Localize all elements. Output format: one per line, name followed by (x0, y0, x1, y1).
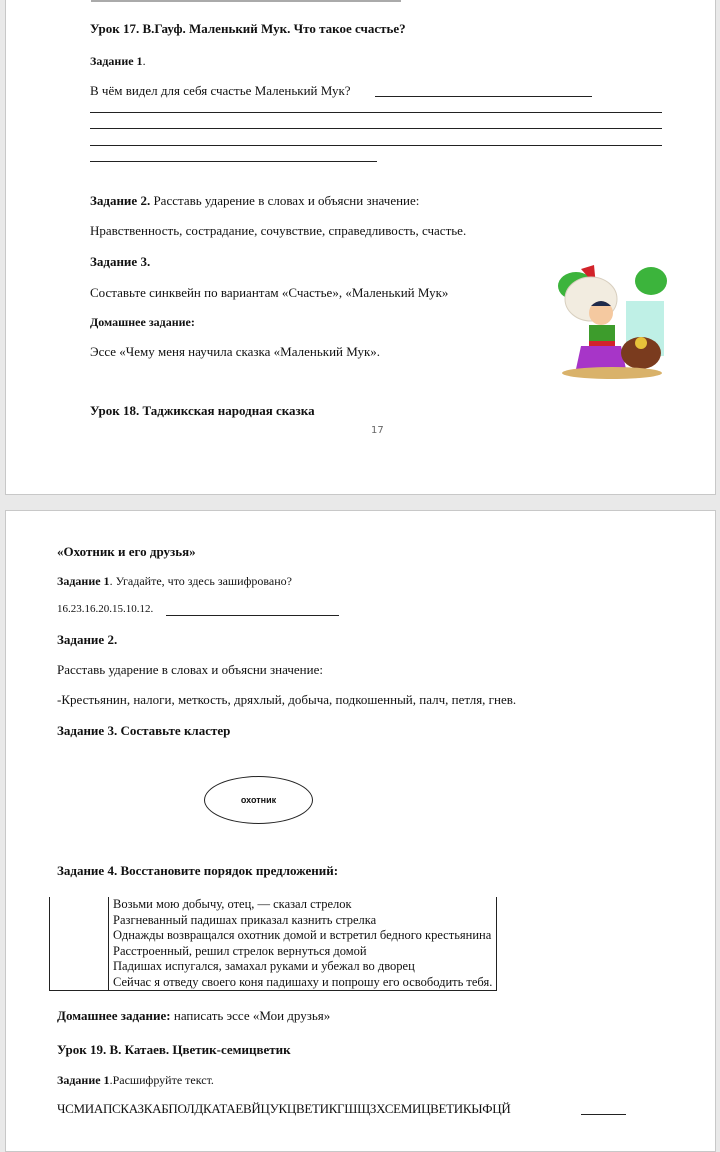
document-page-18 (5, 510, 716, 1152)
task-text: .Расшифруйте текст. (109, 1073, 214, 1087)
table-row (50, 944, 497, 960)
task-2 (90, 193, 419, 209)
order-cell[interactable] (50, 897, 109, 913)
task-label: Задание 1 (57, 574, 110, 588)
order-cell[interactable] (50, 975, 109, 991)
task-text: . Угадайте, что здесь зашифровано? (109, 574, 292, 588)
table-row (50, 913, 497, 929)
task-dot: . (142, 54, 146, 68)
homework-label: Домашнее задание: (57, 1008, 171, 1023)
table-row (50, 975, 497, 991)
lesson-19-title: Урок 19. В. Катаев. Цветик-семицветик (57, 1042, 291, 1057)
task-label: Задание 1 (57, 1073, 110, 1087)
task-2-heading: Задание 2. (57, 632, 118, 647)
table-row (50, 959, 497, 975)
answer-line (90, 145, 662, 146)
homework-text: Эссе «Чему меня научила сказка «Маленький Мук». (90, 344, 381, 359)
task-1 (57, 574, 292, 589)
cluster-center-label: охотник (240, 795, 277, 805)
sentence-cell: Падишах испугался, замахал руками и убежал во дворец (109, 959, 497, 975)
homework-heading: Домашнее задание: (90, 315, 195, 329)
task-1-question: В чём видел для себя счастье Маленький Мук? (90, 83, 351, 98)
sentence-cell: Расстроенный, решил стрелок вернуться домой (109, 944, 497, 960)
homework (57, 1008, 330, 1024)
page-number: 17 (371, 425, 384, 436)
previous-content-line (91, 0, 401, 2)
task-3-heading: Задание 3. Составьте кластер (57, 723, 231, 738)
answer-line (90, 128, 662, 129)
task-text: Восстановите порядок предложений: (117, 863, 339, 878)
task-label: Задание 1 (90, 54, 143, 68)
sentence-cell: Сейчас я отведу своего коня падишаху и попрошу его освободить тебя. (109, 975, 497, 991)
sentence-cell: Возьми мою добычу, отец, — сказал стрелок (109, 897, 497, 913)
lesson-17-title: Урок 17. В.Гауф. Маленький Мук. Что такое счастье? (90, 21, 406, 36)
task-2-words: -Крестьянин, налоги, меткость, дряхлый, добыча, подкошенный, палч, петля, гнев. (57, 692, 517, 707)
answer-line (90, 112, 662, 113)
order-cell[interactable] (50, 959, 109, 975)
sentence-order-table (49, 897, 497, 991)
task-label: Задание 4. (57, 863, 118, 878)
story-title: «Охотник и его друзья» (57, 544, 196, 559)
cluster-center-oval (204, 776, 313, 824)
answer-line (581, 1114, 626, 1115)
document-page-17 (5, 0, 716, 495)
task-label: Задание 2. (90, 193, 151, 208)
answer-line (166, 615, 339, 616)
task-4-heading (57, 863, 338, 879)
order-cell[interactable] (50, 913, 109, 929)
sentence-cell: Разгневанный падишах приказал казнить стрелка (109, 913, 497, 929)
task-1-heading (90, 54, 146, 69)
answer-line (375, 96, 592, 97)
sentence-cell: Однажды возвращался охотник домой и встретил бедного крестьянина (109, 928, 497, 944)
table-row (50, 897, 497, 913)
little-muk-illustration (556, 261, 668, 379)
table-row (50, 928, 497, 944)
task-3-heading: Задание 3. (90, 254, 151, 269)
task-2-words: Нравственность, сострадание, сочувствие, справедливость, счастье. (90, 223, 467, 238)
cipher-text: ЧСМИАПСКАЗКАБПОЛДКАТАЕВЙЦУКЦВЕТИКГШЩЗХСЕМИЦВЕТИКЫФЦЙ (57, 1101, 511, 1116)
lesson-19-task-1 (57, 1073, 214, 1088)
task-2-text: Расставь ударение в словах и объясни значение: (57, 662, 323, 677)
homework-text: написать эссе «Мои друзья» (170, 1008, 331, 1023)
task-text: Расставь ударение в словах и объясни значение: (150, 193, 420, 208)
order-cell[interactable] (50, 944, 109, 960)
task-1-code: 16.23.16.20.15.10.12. (57, 603, 154, 615)
order-cell[interactable] (50, 928, 109, 944)
answer-line (90, 161, 377, 162)
lesson-18-title: Урок 18. Таджикская народная сказка (90, 403, 315, 418)
task-3-text: Составьте синквейн по вариантам «Счастье», «Маленький Мук» (90, 285, 449, 300)
